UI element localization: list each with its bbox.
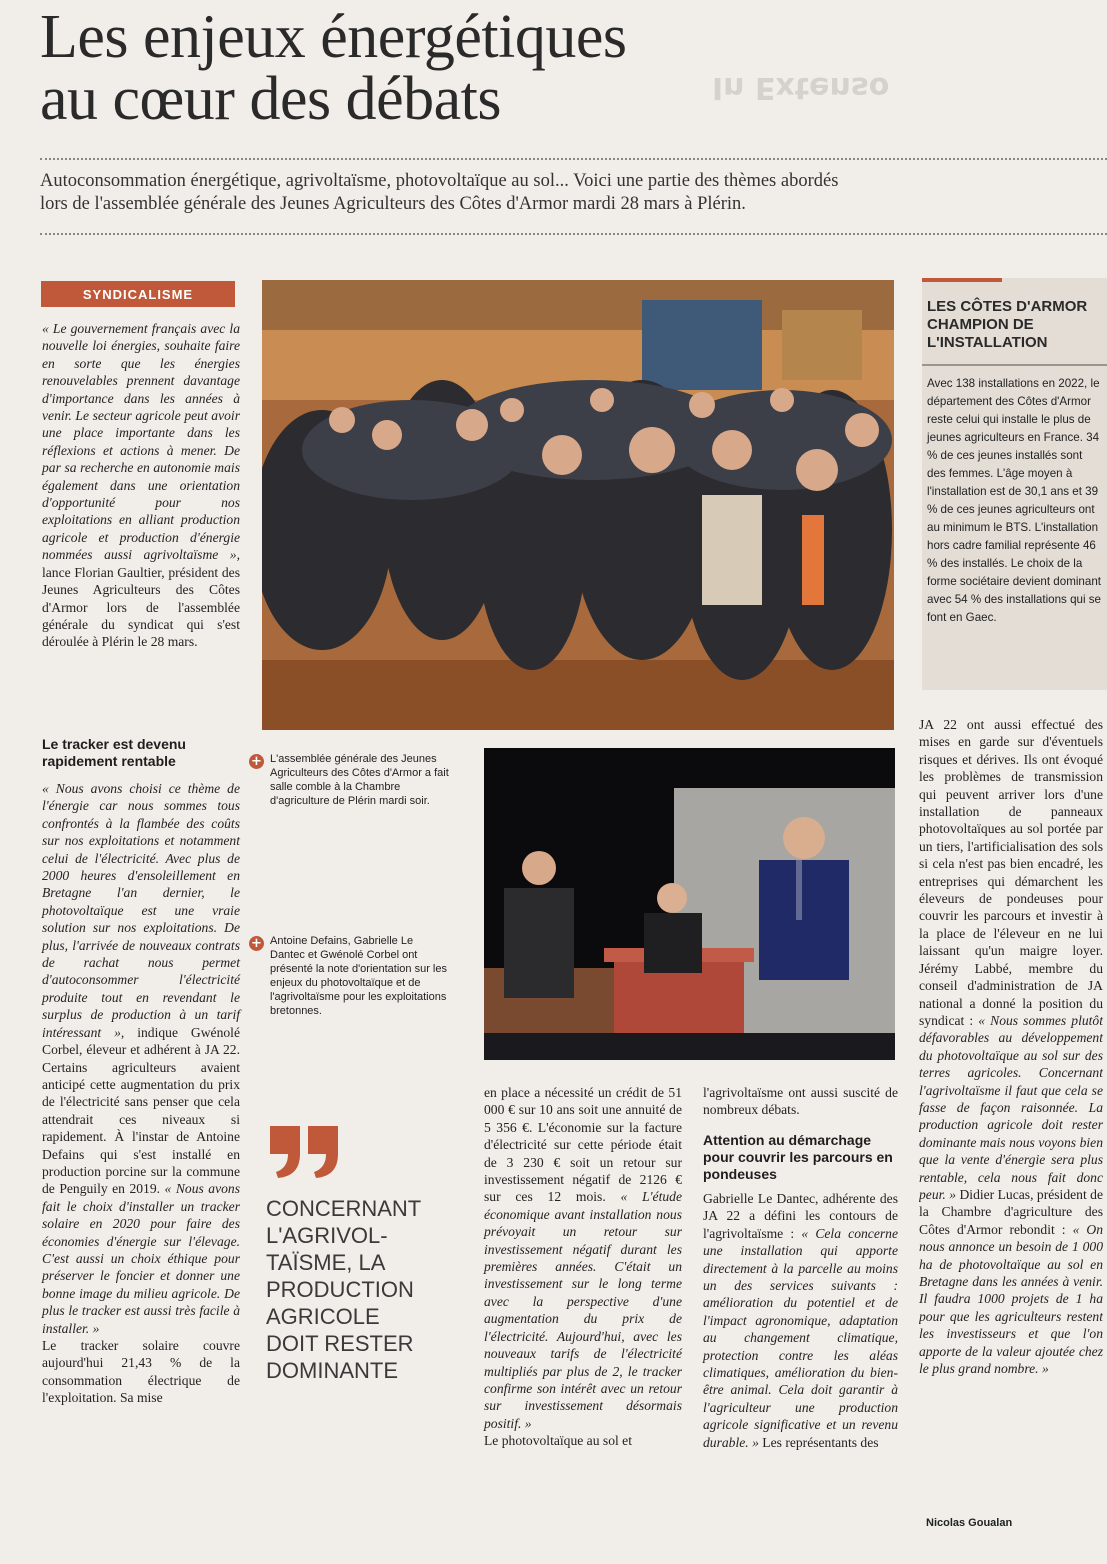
- headline: [40, 3, 627, 133]
- pull-quote-text: [266, 1195, 466, 1384]
- sidebar-title-line: L'INSTALLATION: [927, 334, 1048, 351]
- dotted-divider-top: [40, 158, 1107, 160]
- intro-quote: « Le gouvernement français avec la nouvelle loi énergies, souhaite faire en sorte que les énergies renouvelables prennent davantage d'importance dans les années à venir. Le secteur agricole peut avoir une place importante dans les réflexions et actions à mener. De par sa recherche en autonomie mais également dans une orientation d'opportunité pour nos exploitations en alliant production agricole et production d'énergie nommées aussi agrivoltaïsme »,: [42, 321, 240, 563]
- caption-presenters-text: Antoine Defains, Gabrielle Le Dantec et Gwénolé Corbel ont présenté la note d'orientation sur les enjeux du photovoltaïque et de l'agrivoltaïsme pour les exploitations bretonnes.: [270, 935, 447, 1017]
- pull-quote-line: L'AGRIVOL-: [266, 1223, 388, 1248]
- pull-quote-line: AGRICOLE: [266, 1304, 380, 1329]
- author-signature: Nicolas Goualan: [926, 1517, 1013, 1529]
- pull-quote: [266, 1195, 466, 1384]
- tracker-coverage-text: Le tracker solaire couvre aujourd'hui 21,43 % de la consommation électrique de l'exploitation. Sa mise: [42, 1338, 240, 1406]
- le-dantec-quote: « Cela concerne une installation qui apporte directement à la parcelle au moins un des services suivants : amélioration du potentiel et de l'impact agronomique, adaptation au changement climatique, protection contre les aléas climatiques, amélioration du bien-être animal. Cela doit garantir à l'agriculteur une production agricole significative et un revenu durable. »: [703, 1225, 898, 1450]
- economic-study-quote: « L'étude économique avant installation nous prévoyait un retour sur investissement négatif durant les premières années. C'était un investissement sur le long terme avec la perspective d'une augmentation du prix de l'électricité. Aujourd'hui, avec les nouveaux tarifs de l'électricité multipliés par plus de 2, le tracker confirme son intérêt avec un retour sur investissement désormais positif. »: [484, 1189, 682, 1431]
- pull-quote-line: CONCERNANT: [266, 1196, 422, 1221]
- presenters-photo: [484, 748, 895, 1060]
- sidebar-title: [927, 298, 1107, 352]
- deck-line-2: lors de l'assemblée générale des Jeunes Agriculteurs des Côtes d'Armor mardi 28 mars à Plérin.: [40, 194, 746, 214]
- column-4-body: [703, 1190, 898, 1451]
- warnings-paragraph: [919, 716, 1103, 1377]
- pull-quote-line: DOMINANTE: [266, 1358, 398, 1383]
- corbel-attribution: indique Gwénolé Corbel, éleveur et adhérent à JA 22. Certains agriculteurs avaient anticipé cette augmentation du prix de l'électricité sans penser que cela attendrait ces niveaux si rapidement. À l'instar de Antoine Defains qui s'est installé en production porcine sur la commune de Penguily en 2019.: [42, 1024, 240, 1197]
- lucas-intro: Didier Lucas, président de la Chambre d'agriculture des Côtes d'Armor rebondit :: [919, 1186, 1103, 1237]
- audience-photo: [262, 280, 894, 730]
- sidebar-box: [922, 278, 1107, 690]
- caption-audience-text: L'assemblée générale des Jeunes Agriculteurs des Côtes d'Armor a fait salle comble à la Chambre d'agriculture de Plérin mardi soir.: [270, 753, 449, 807]
- caption-presenters: [251, 934, 450, 1018]
- column-3: [484, 1084, 682, 1450]
- deck: [40, 170, 1040, 216]
- plus-icon: +: [249, 936, 264, 951]
- agrivoltaism-definition: [703, 1190, 898, 1451]
- pull-quote-line: TAÏSME, LA: [266, 1250, 386, 1275]
- tracker-paragraph: [42, 780, 240, 1337]
- quote-mark-icon: [266, 1122, 346, 1182]
- caption-audience: [251, 752, 460, 808]
- column-5: [919, 716, 1103, 1496]
- investment-paragraph: [484, 1084, 682, 1432]
- column-3-tail: Le photovoltaïque au sol et: [484, 1433, 632, 1449]
- pull-quote-line: PRODUCTION: [266, 1277, 414, 1302]
- column-1-lower: [42, 780, 240, 1407]
- sidebar-accent-bar: [922, 278, 1002, 282]
- headline-line-1: Les enjeux énergétiques: [40, 3, 627, 71]
- quote-glyph: [266, 1122, 346, 1182]
- debates-lead: l'agrivoltaïsme ont aussi suscité de nombreux débats.: [703, 1085, 898, 1118]
- headline-line-2: au cœur des débats: [40, 65, 501, 133]
- column-4-tail: Les représentants des: [758, 1434, 879, 1450]
- intro-attribution: lance Florian Gaultier, président des Jeunes Agriculteurs des Côtes d'Armor lors de l'assemblée générale du syndicat qui s'est déroulée à Plérin le 28 mars.: [42, 564, 240, 650]
- section-kicker: SYNDICALISME: [41, 281, 235, 307]
- le-dantec-intro: Gabrielle Le Dantec, adhérente des JA 22 a défini les contours de l'agrivoltaïsme :: [703, 1191, 898, 1241]
- audience-illustration: [262, 280, 894, 730]
- column-4: [703, 1084, 898, 1119]
- subhead-demarchage: Attention au démarchage pour couvrir les parcours en pondeuses: [703, 1132, 893, 1182]
- investment-figures: en place a nécessité un crédit de 51 000 € sur 10 ans soit une annuité de 5 356 €. L'économie sur la facture d'électricité sur cette période était de 3 230 € soit un retour sur investissement négatif de 2126 € sur ces 12 mois.: [484, 1085, 682, 1205]
- column-1-subhead: [42, 736, 240, 770]
- plus-icon: +: [249, 754, 264, 769]
- labbe-quote: « Nous sommes plutôt défavorables au développement du photovoltaïque au sol sur des terres agricoles. Concernant l'agrivoltaïsme il faut que cela se fasse de façon raisonnée. La production agricole doit rester dominante mais nous voyons bien que la vente d'énergie sera plus rentable, cela nous fait donc peur. »: [919, 1012, 1103, 1202]
- corbel-quote: « Nous avons choisi ce thème de l'énergie car nous sommes tous confrontés à la flambée des coûts sur nos exploitations et notamment celui de l'électricité. Avec plus de 2000 heures d'ensoleillement en Bretagne l'an dernier, le photovoltaïque est une vraie solution sur nos exploitations. De plus, l'arrivée de nouveaux contrats de rachat nous permet d'autoconsommer l'électricité produite tout en revendant le surplus de production à un tarif intéressant »,: [42, 781, 240, 1040]
- sidebar-title-line: LES CÔTES D'ARMOR: [927, 298, 1088, 315]
- dotted-divider-bottom: [40, 233, 1107, 235]
- deck-line-1: Autoconsommation énergétique, agrivoltaïsme, photovoltaïque au sol... Voici une partie des thèmes abordés: [40, 171, 839, 191]
- subhead-tracker: Le tracker est devenu rapidement rentable: [42, 736, 186, 769]
- defains-quote: « Nous avons fait le choix d'installer un tracker solaire en 2020 pour faire des économies d'énergie sur l'élevage. C'est aussi un choix éthique pour préserver le foncier et donner une bonne image du milieu agricole. De plus le tracker est aussi très facile à installer. »: [42, 1181, 240, 1336]
- intro-paragraph: [42, 320, 240, 651]
- pull-quote-line: DOIT RESTER: [266, 1331, 414, 1356]
- sidebar-body: Avec 138 installations en 2022, le département des Côtes d'Armor reste celui qui installe le plus de jeunes agriculteurs en France. 34 % de ces jeunes installés sont des femmes. L'âge moyen à l'installation est de 30,1 ans et 39 % de ces jeunes agriculteurs ont au minimum le BTS. L'installation hors cadre familial représente 46 % des installés. Le choix de la forme sociétaire devient dominant avec 54 % des installations qui se font en Gaec.: [927, 377, 1102, 624]
- bleed-through-text: In Extenso: [712, 70, 890, 105]
- warnings-text: JA 22 ont aussi effectué des mises en garde sur d'éventuels risques et dérives. Ils ont évoqué les problèmes de transmission qui peuvent arriver lors d'une installation de panneaux photovoltaïques au sol portée par un tiers, l'artificialisation des sols si cela n'est pas bien encadré, les entreprises qui démarchent les éleveurs de pondeuses pour couvrir les parcours et investir à la place de l'éleveur en ne lui laissant qu'un maigre loyer. Jérémy Labbé, membre du conseil d'administration de JA national a donné la position du syndicat :: [919, 717, 1103, 1028]
- column-1-upper: [42, 320, 240, 651]
- presenters-illustration: [484, 748, 895, 1060]
- sidebar-rule: [922, 364, 1107, 366]
- lucas-quote: « On nous annonce un besoin de 1 000 ha de photovoltaïque au sol en Bretagne dans les années à venir. Il faudra 1000 projets de 1 ha pour que les agriculteurs restent les investisseurs et que l'on apporte de la valeur ajoutée chez le plus grand nombre. »: [919, 1221, 1103, 1377]
- column-4-subhead: [703, 1132, 901, 1183]
- sidebar-title-line: CHAMPION DE: [927, 316, 1034, 333]
